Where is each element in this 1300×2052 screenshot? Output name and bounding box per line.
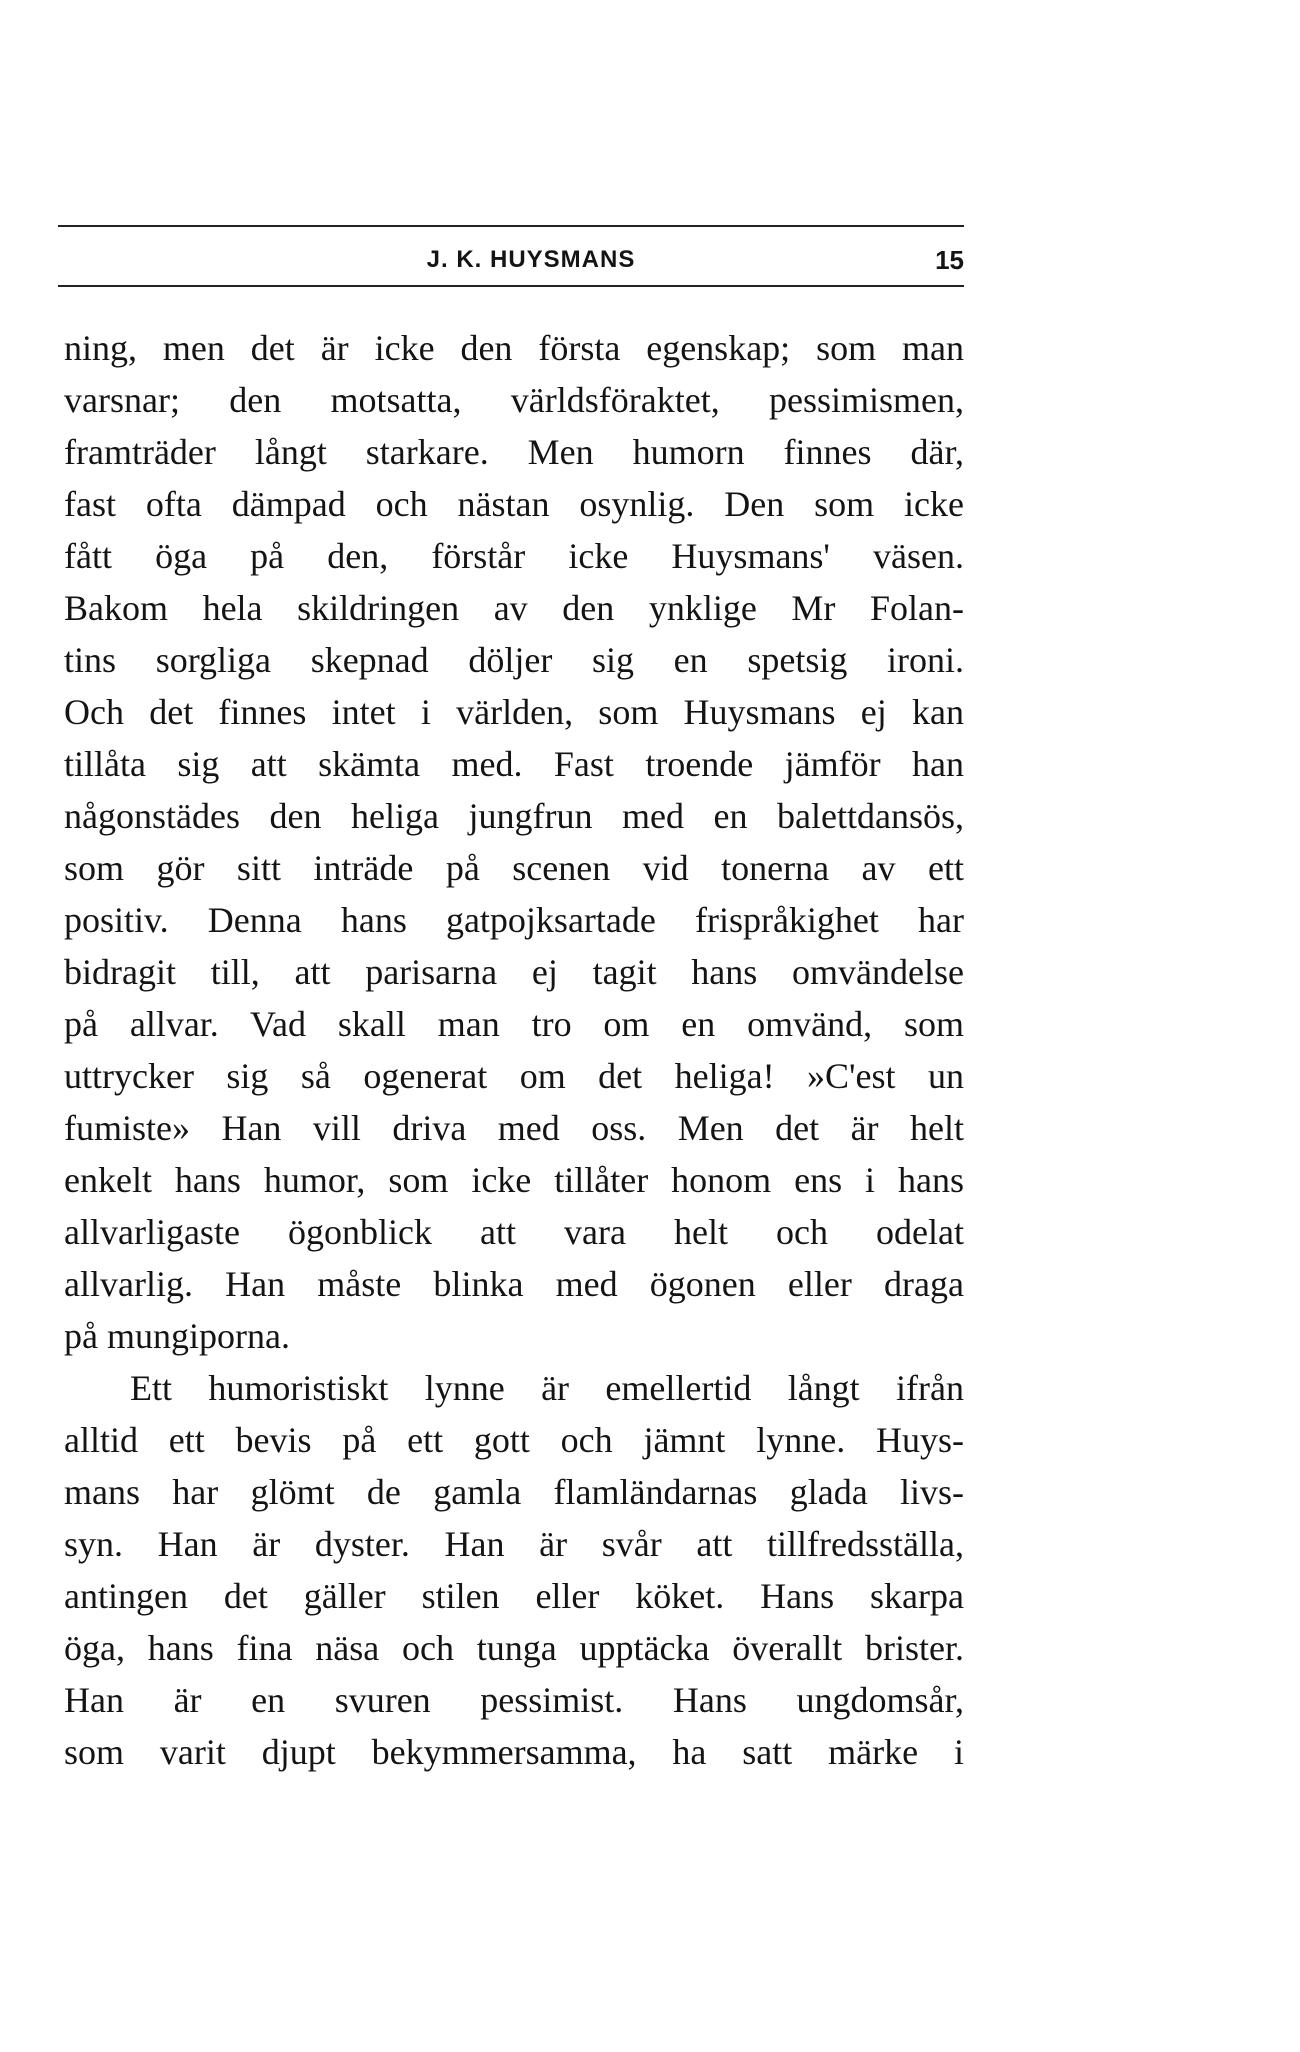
text-line: allvarlig. Han måste blinka med ögonen eller draga <box>64 1264 964 1304</box>
text-line: ning, men det är icke den första egenskap; som man <box>64 328 964 368</box>
text-line: bidragit till, att parisarna ej tagit hans omvändelse <box>64 952 964 992</box>
text-line-paragraph-start: Ett humoristiskt lynne är emellertid långt ifrån <box>130 1368 964 1408</box>
text-line: varsnar; den motsatta, världsföraktet, pessimismen, <box>64 380 964 420</box>
text-line: fumiste» Han vill driva med oss. Men det är helt <box>64 1108 964 1148</box>
text-line: Han är en svuren pessimist. Hans ungdomsår, <box>64 1680 964 1720</box>
text-line: Bakom hela skildringen av den ynklige Mr Folan- <box>64 588 964 628</box>
text-line: enkelt hans humor, som icke tillåter honom ens i hans <box>64 1160 964 1200</box>
text-line: antingen det gäller stilen eller köket. Hans skarpa <box>64 1576 964 1616</box>
text-line: som gör sitt inträde på scenen vid tonerna av ett <box>64 848 964 888</box>
text-line: tillåta sig att skämta med. Fast troende jämför han <box>64 744 964 784</box>
text-line: framträder långt starkare. Men humorn finnes där, <box>64 432 964 472</box>
running-title: J. K. HUYSMANS <box>426 246 636 273</box>
header-rule-bottom <box>58 285 964 287</box>
text-line: någonstädes den heliga jungfrun med en balettdansös, <box>64 796 964 836</box>
text-line-paragraph-end: på mungiporna. <box>64 1316 290 1356</box>
text-line: Och det finnes intet i världen, som Huysmans ej kan <box>64 692 964 732</box>
page-number: 15 <box>935 245 964 275</box>
header-rule-top <box>58 225 964 227</box>
body-text <box>64 322 964 1778</box>
text-line: fått öga på den, förstår icke Huysmans' väsen. <box>64 536 964 576</box>
text-line: tins sorgliga skepnad döljer sig en spetsig ironi. <box>64 640 964 680</box>
text-line: syn. Han är dyster. Han är svår att tillfredsställa, <box>64 1524 964 1564</box>
text-line: fast ofta dämpad och nästan osynlig. Den som icke <box>64 484 964 524</box>
text-line: öga, hans fina näsa och tunga upptäcka överallt brister. <box>64 1628 964 1668</box>
text-line: alltid ett bevis på ett gott och jämnt lynne. Huys- <box>64 1420 964 1460</box>
text-line: mans har glömt de gamla flamländarnas glada livs- <box>64 1472 964 1512</box>
text-line: positiv. Denna hans gatpojksartade frispråkighet har <box>64 900 964 940</box>
text-line: uttrycker sig så ogenerat om det heliga! »C'est un <box>64 1056 964 1096</box>
running-header <box>58 240 964 280</box>
text-line: på allvar. Vad skall man tro om en omvänd, som <box>64 1004 964 1044</box>
text-line: som varit djupt bekymmersamma, ha satt märke i <box>64 1732 964 1772</box>
text-line: allvarligaste ögonblick att vara helt och odelat <box>64 1212 964 1252</box>
